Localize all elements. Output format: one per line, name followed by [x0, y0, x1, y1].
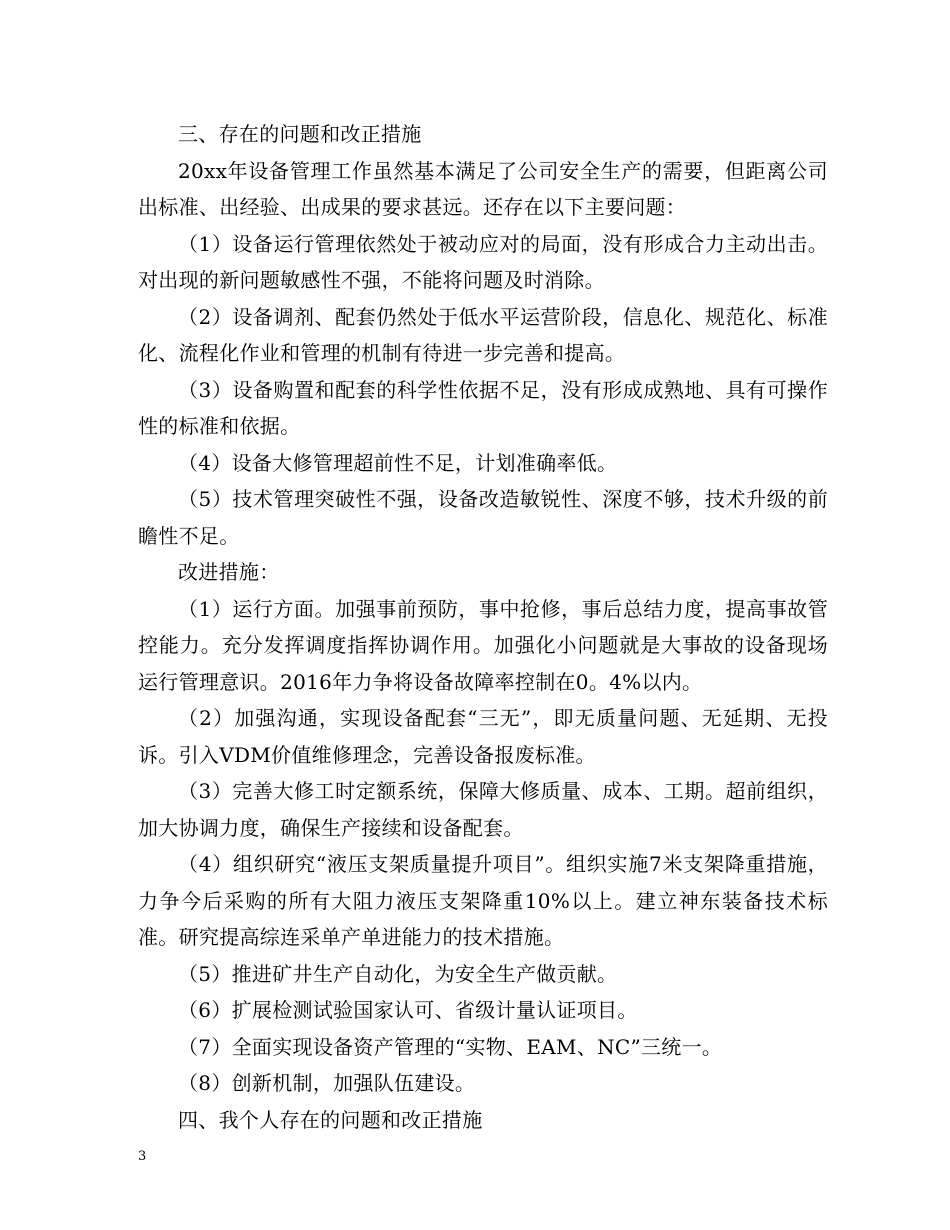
measure-item-8: （8）创新机制，加强队伍建设。 — [178, 1071, 476, 1095]
measure-item-3: （3）完善大修工时定额系统，保障大修质量、成本、工期。超前组织，加大协调力度，确保生产接续和设备配套。 — [138, 779, 828, 840]
measure-item-7: （7）全面实现设备资产管理的“实物、EAM、NC”三统一。 — [178, 1034, 723, 1059]
measure-item-1: （1）运行方面。加强事前预防，事中抢修，事后总结力度，提高事故管控能力。充分发挥调度指挥协调作用。加强化小问题就是大事故的设备现场运行管理意识。2016年力争将设备故障率控制在0。4%以内。 — [138, 596, 828, 694]
intro-paragraph: 20xx年设备管理工作虽然基本满足了公司安全生产的需要，但距离公司出标准、出经验、出成果的要求甚远。还存在以下主要问题： — [138, 158, 828, 219]
problem-item-4: （4）设备大修管理超前性不足，计划准确率低。 — [178, 450, 618, 475]
measure-item-5: （5）推进矿井生产自动化，为安全生产做贡献。 — [178, 961, 618, 986]
measure-item-6: （6）扩展检测试验国家认可、省级计量认证项目。 — [178, 998, 638, 1022]
page-number: 3 — [138, 1149, 147, 1164]
problem-item-5: （5）技术管理突破性不强，设备改造敏锐性、深度不够，技术升级的前瞻性不足。 — [138, 487, 828, 548]
problem-item-2: （2）设备调剂、配套仍然处于低水平运营阶段，信息化、规范化、标准化、流程化作业和管理的机制有待进一步完善和提高。 — [138, 304, 828, 365]
measure-item-2: （2）加强沟通，实现设备配套“三无”，即无质量问题、无延期、无投诉。引入VDM价值维修理念，完善设备报废标准。 — [138, 706, 828, 767]
measure-item-4: （4）组织研究“液压支架质量提升项目”。组织实施7米支架降重措施，力争今后采购的所有大阻力液压支架降重10%以上。建立神东装备技术标准。研究提高综连采单产单进能力的技术措施。 — [138, 852, 828, 949]
document-body — [138, 116, 828, 1138]
problem-item-3: （3）设备购置和配套的科学性依据不足，没有形成成熟地、具有可操作性的标准和依据。 — [138, 377, 828, 438]
measures-title: 改进措施： — [178, 560, 280, 584]
section-heading-4: 四、我个人存在的问题和改正措施 — [178, 1107, 483, 1132]
section-heading-3: 三、存在的问题和改正措施 — [178, 122, 422, 146]
problem-item-1: （1）设备运行管理依然处于被动应对的局面，没有形成合力主动出击。对出现的新问题敏感性不强，不能将问题及时消除。 — [138, 231, 828, 292]
